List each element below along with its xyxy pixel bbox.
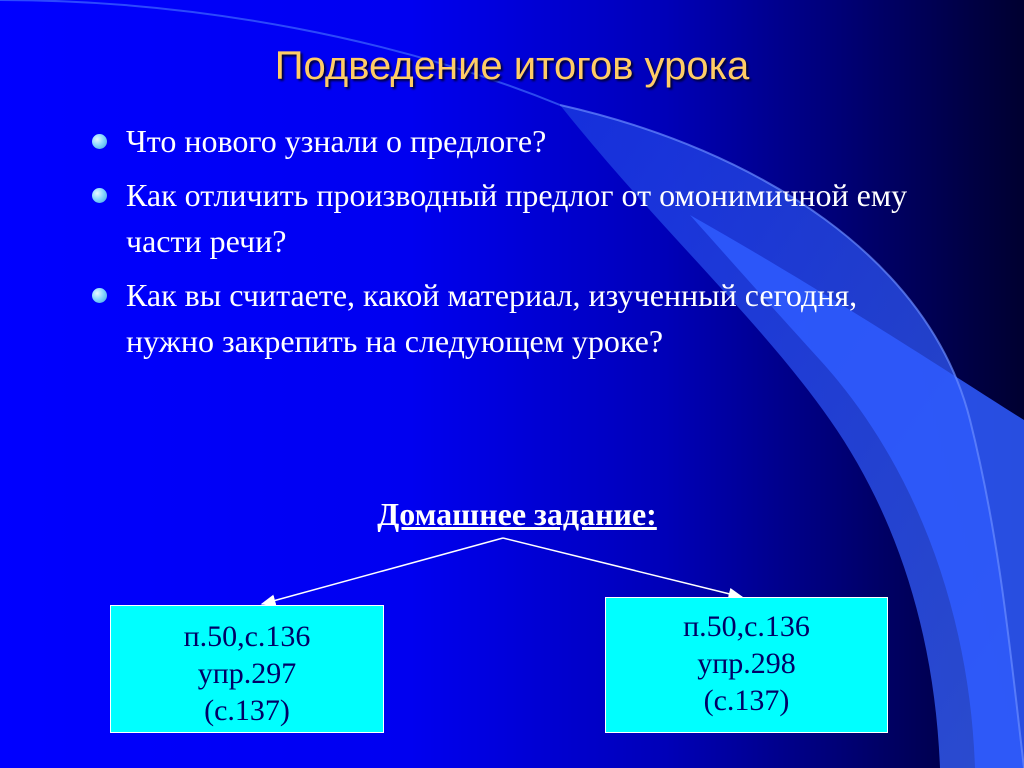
list-item-text: Что нового узнали о предлоге? — [126, 123, 547, 159]
arrow-right-icon — [503, 538, 742, 597]
homework-line: (с.137) — [204, 694, 290, 727]
homework-heading: Домашнее задание: — [377, 496, 657, 532]
list-item-text: Как отличить производный предлог от омонимичной ему части речи? — [126, 177, 908, 259]
homework-option-1 — [110, 605, 384, 733]
homework-line: п.50,с.136 — [683, 610, 810, 643]
list-item-text: Как вы считаете, какой материал, изученный сегодня, нужно закрепить на следующем уроке? — [126, 277, 858, 359]
homework-line: п.50,с.136 — [183, 620, 311, 653]
homework-line: упр.298 — [697, 647, 796, 680]
homework-option-2 — [605, 597, 888, 733]
homework-line: (с.137) — [703, 684, 790, 717]
homework-line: упр.297 — [197, 657, 297, 690]
slide-title: Подведение итогов урока — [274, 44, 750, 88]
arrow-left-icon — [262, 538, 503, 604]
